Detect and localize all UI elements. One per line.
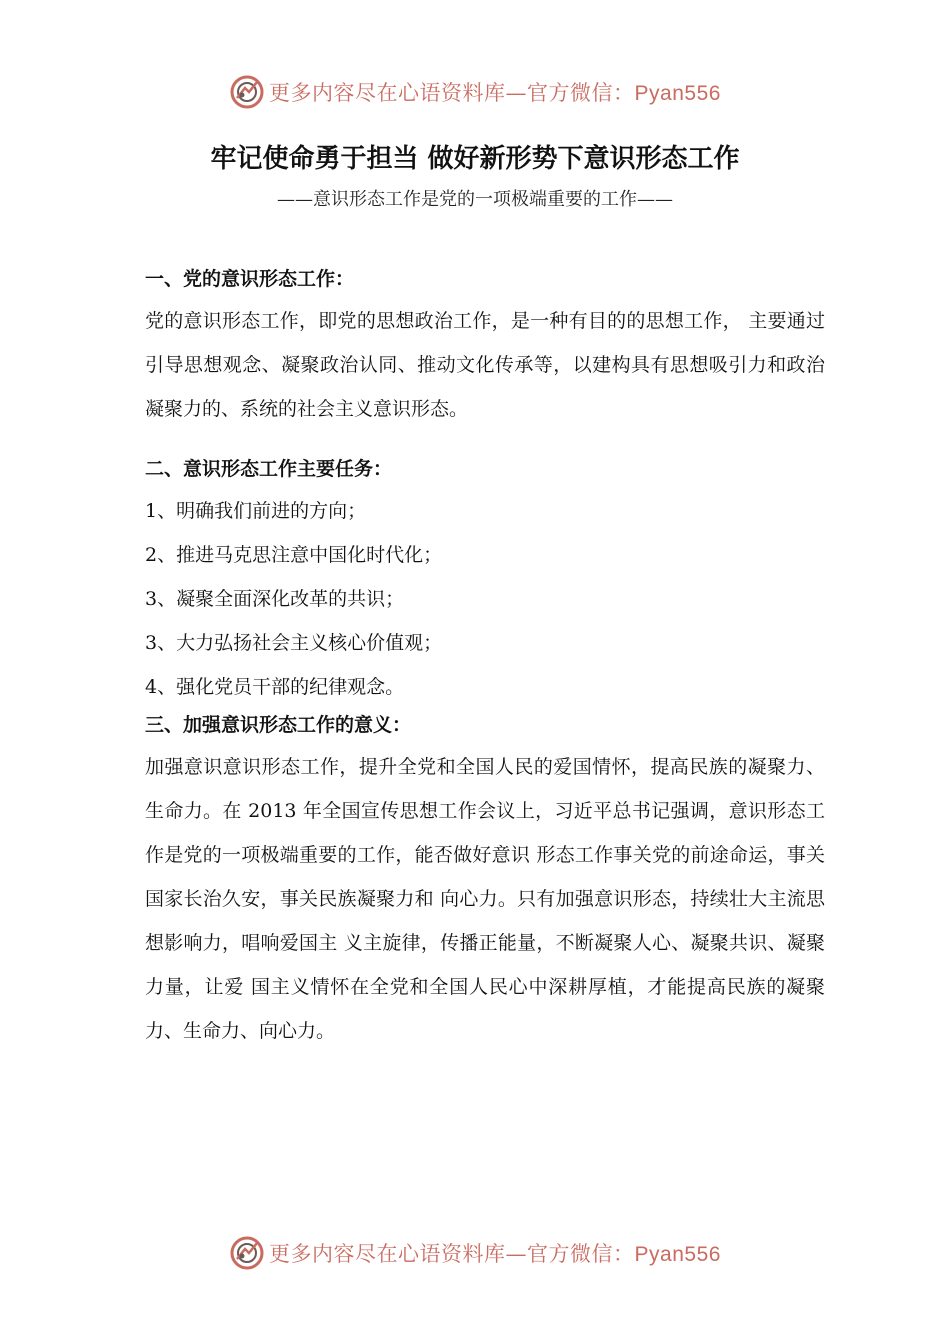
section-paragraph: 加强意识意识形态工作，提升全党和全国人民的爱国情怀，提高民族的凝聚力、生命力。在 2013 年全国宣传思想工作会议上，习近平总书记强调，意识形态工作是党的一项极端重要的工作，能否做好意识 形态工作事关党的前途命运，事关国家长治久安，事关民族凝聚力和 向心力。只有加强意识形态，持续壮大主流思想影响力，唱响爱国主 义主旋律，传播正能量，不断凝聚人心、凝聚共识、凝聚力量，让爱 国主义情怀在全党和全国人民心中深耕厚植，才能提高民族的凝聚力、生命力、向心力。: [145, 756, 825, 1042]
banner-promo-text: 更多内容尽在心语资料库—官方微信：: [269, 1242, 635, 1266]
logo-icon: [229, 74, 265, 110]
banner-promo-text: 更多内容尽在心语资料库—官方微信：: [269, 81, 635, 105]
list-item: 1、明确我们前进的方向；: [145, 500, 367, 522]
section-paragraph: 党的意识形态工作，即党的思想政治工作，是一种有目的的思想工作， 主要通过引导思想观念、凝聚政治认同、推动文化传承等，以建构具有思想吸引力和政治凝聚力的、系统的社会主义意识形态。: [145, 310, 825, 420]
section-heading: 二、意识形态工作主要任务：: [145, 458, 393, 480]
list-item: 4、强化党员干部的纪律观念。: [145, 676, 405, 698]
banner-text: [269, 77, 721, 107]
header-banner: [0, 72, 950, 112]
list-item: 3、大力弘扬社会主义核心价值观；: [145, 632, 443, 654]
list-item: 2、推进马克思注意中国化时代化；: [145, 544, 443, 566]
list-item: 3、凝聚全面深化改革的共识；: [145, 588, 405, 610]
section-heading: 三、加强意识形态工作的意义：: [145, 714, 412, 736]
banner-text: [269, 1238, 721, 1268]
document-body: [145, 263, 825, 1053]
section-heading: 一、党的意识形态工作：: [145, 268, 355, 290]
document-title: 牢记使命勇于担当 做好新形势下意识形态工作: [210, 144, 740, 174]
logo-icon: [229, 1235, 265, 1271]
footer-banner: [0, 1233, 950, 1273]
document-subtitle: ——意识形态工作是党的一项极端重要的工作——: [277, 189, 673, 210]
banner-wechat-id: Pyan556: [634, 82, 721, 105]
banner-wechat-id: Pyan556: [634, 1243, 721, 1266]
